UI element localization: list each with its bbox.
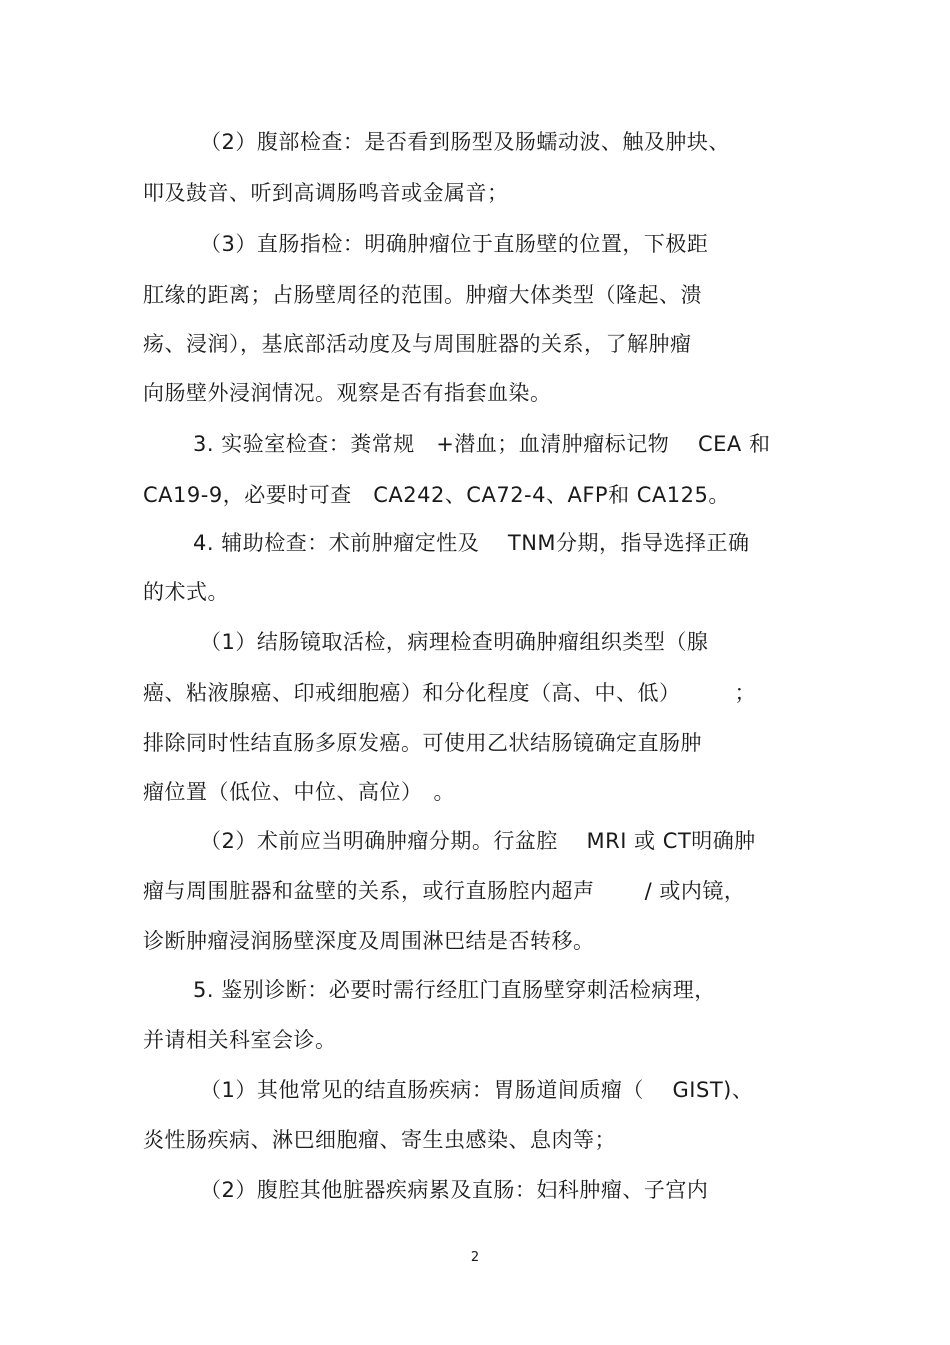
text-line-2: 叩及鼓音、听到高调肠鸣音或金属音； <box>143 181 509 205</box>
text-line-3: （3）直肠指检：明确肿瘤位于直肠壁的位置，下极距 <box>200 232 709 256</box>
text-line-1: （2）腹部检查：是否看到肠型及肠蠕动波、触及肿块、 <box>200 130 730 154</box>
text-line-12: 癌、粘液腺癌、印戒细胞癌）和分化程度（高、中、低） ； <box>143 681 756 705</box>
text-line-20: （1）其他常见的结直肠疾病：胃肠道间质瘤（ GIST)、 <box>200 1078 754 1102</box>
text-line-11: （1）结肠镜取活检，病理检查明确肿瘤组织类型（腺 <box>200 630 709 654</box>
text-line-6: 向肠壁外浸润情况。观察是否有指套血染。 <box>143 381 552 405</box>
text-line-18: 5. 鉴别诊断：必要时需行经肛门直肠壁穿刺活检病理， <box>193 978 716 1002</box>
text-line-5: 疡、浸润），基底部活动度及与周围脏器的关系，了解肿瘤 <box>143 332 692 356</box>
text-line-13: 排除同时性结直肠多原发癌。可使用乙状结肠镜确定直肠肿 <box>143 731 702 755</box>
text-line-16: 瘤与周围脏器和盆壁的关系，或行直肠腔内超声 / 或内镜， <box>143 879 746 903</box>
text-line-8: CA19-9，必要时可查 CA242、CA72-4、AFP和 CA125。 <box>143 483 730 507</box>
text-line-17: 诊断肿瘤浸润肠壁深度及周围淋巴结是否转移。 <box>143 929 595 953</box>
text-line-7: 3. 实验室检查：粪常规 +潜血；血清肿瘤标记物 CEA 和 <box>193 432 771 456</box>
text-line-10: 的术式。 <box>143 580 229 604</box>
text-line-9: 4. 辅助检查：术前肿瘤定性及 TNM分期，指导选择正确 <box>193 531 750 555</box>
text-line-19: 并请相关科室会诊。 <box>143 1028 337 1052</box>
text-line-21: 炎性肠疾病、淋巴细胞瘤、寄生虫感染、息肉等； <box>143 1128 616 1152</box>
text-line-4: 肛缘的距离；占肠壁周径的范围。肿瘤大体类型（隆起、溃 <box>143 283 702 307</box>
text-line-22: （2）腹腔其他脏器疾病累及直肠：妇科肿瘤、子宫内 <box>200 1178 709 1202</box>
text-line-14: 瘤位置（低位、中位、高位） 。 <box>143 780 455 804</box>
text-line-15: （2）术前应当明确肿瘤分期。行盆腔 MRI 或 CT明确肿 <box>200 829 756 853</box>
page-number: 2 <box>470 1250 480 1265</box>
